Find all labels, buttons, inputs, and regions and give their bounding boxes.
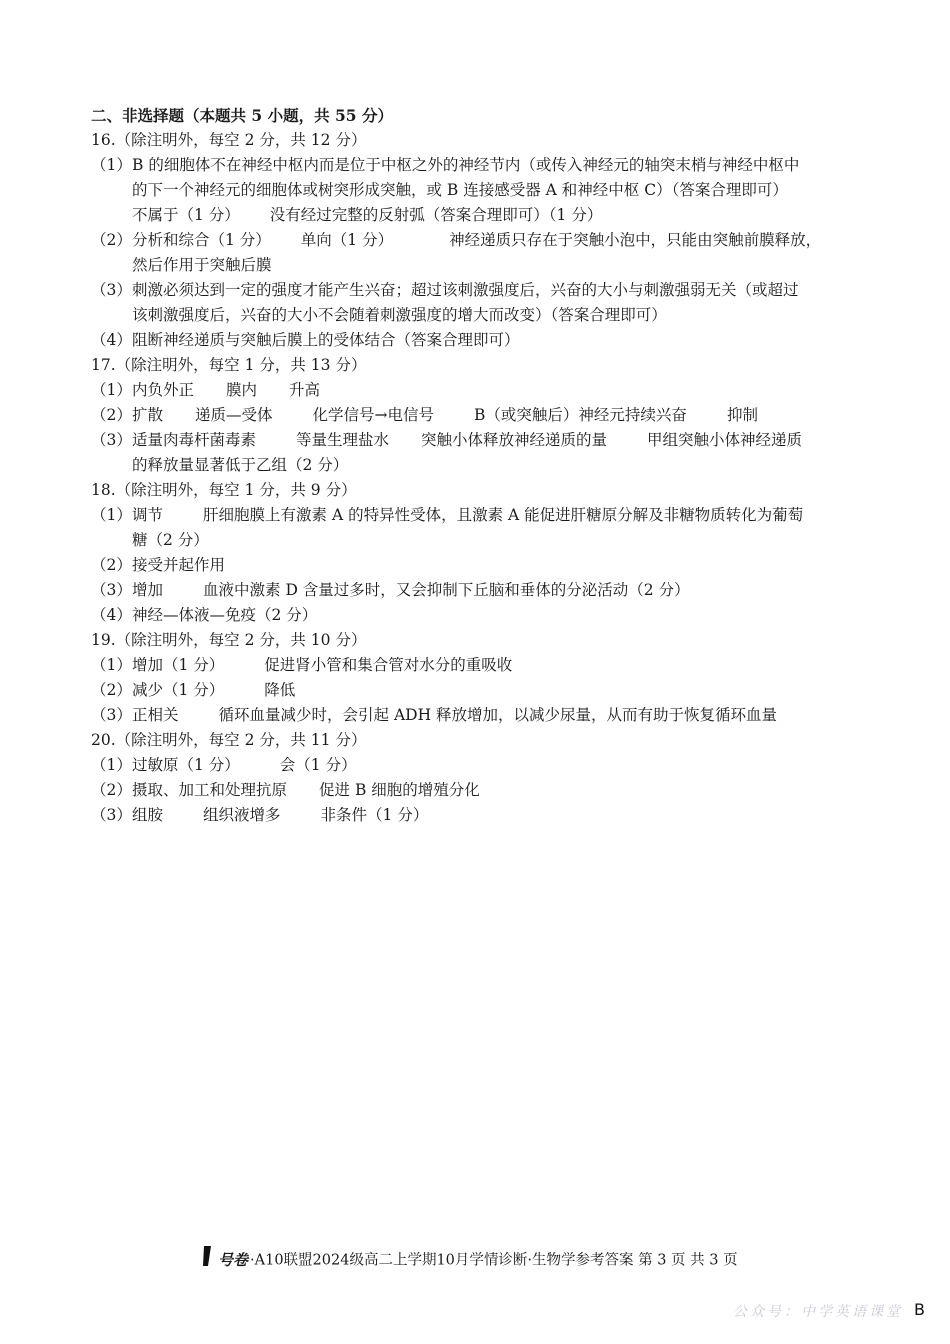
q16-p3-line1 (91, 278, 871, 303)
q19-p2-label: （2） (91, 681, 132, 699)
q19-p2-answer-2: 降低 (264, 681, 296, 699)
q16-p1-answer-3: 没有经过完整的反射弧（答案合理即可）（1 分） (269, 206, 603, 224)
q16-p1-line1 (91, 153, 871, 178)
q17-p3-line2: 的释放量显著低于乙组（2 分） (132, 456, 349, 474)
q18-p3-answer-1: 增加 (132, 581, 164, 599)
q20-p3-answer-1: 组胺 (132, 806, 164, 824)
q17-p3-answer-1: 适量肉毒杆菌毒素 (132, 431, 257, 449)
q19-p3-label: （3） (91, 706, 132, 724)
q20-p3-line (91, 803, 871, 828)
q17-p2-line (91, 403, 871, 428)
q16-p2-line1 (91, 228, 871, 253)
q19-p3-line (91, 703, 871, 728)
q17-p2-answer-1: 扩散 (132, 406, 164, 424)
q19-p1-label: （1） (91, 656, 132, 674)
q17-p1-answer-3: 升高 (289, 381, 321, 399)
q20-p2-label: （2） (91, 781, 132, 799)
watermark: 公众号：中学英语课堂 (733, 1304, 903, 1320)
q18-p1-answer-2: 肝细胞膜上有激素 A 的特异性受体，且激素 A 能促进肝糖原分解及非糖物质转化为葡萄 (203, 506, 804, 524)
q20-p3-label: （3） (91, 806, 132, 824)
q17-p2-answer-3: 化学信号→电信号 (312, 406, 435, 424)
q20-p1-line (91, 753, 871, 778)
q16-p2-answer-1: 分析和综合（1 分） (132, 231, 271, 249)
q17-p3-line1 (91, 428, 871, 453)
q20-p2-answer-1: 摄取、加工和处理抗原 (132, 781, 288, 799)
q19-p2-answer-1: 减少（1 分） (132, 681, 225, 699)
q20-p3-answer-2: 组织液增多 (203, 806, 281, 824)
q19-p1-answer-1: 增加（1 分） (132, 656, 225, 674)
q18-header: 18.（除注明外，每空 1 分，共 9 分） (91, 481, 357, 499)
page-footer (200, 1245, 760, 1271)
q17-p1-answer-1: 内负外正 (132, 381, 195, 399)
q17-p2-answer-4: B（或突触后）神经元持续兴奋 (474, 406, 687, 424)
q17-p2-answer-2: 递质—受体 (195, 406, 273, 424)
q18-p4-line (91, 603, 871, 628)
q17-p3-answer-2: 等量生理盐水 (296, 431, 390, 449)
q16-header: 16.（除注明外，每空 2 分，共 12 分） (91, 131, 367, 149)
q16-p1-line3 (91, 203, 871, 228)
footer-text: ·A10联盟2024级高二上学期10月学情诊断·生物学参考答案 第 3 页 共 3 页 (250, 1252, 738, 1269)
q18-p2-line (91, 553, 871, 578)
q16-p2-answer-2: 单向（1 分） (300, 231, 394, 249)
q16-p2-label: （2） (91, 231, 132, 249)
q18-p3-answer-2: 血液中激素 D 含量过多时，又会抑制下丘脑和垂体的分泌活动（2 分） (203, 581, 690, 599)
q18-p2-label: （2） (91, 556, 132, 574)
q19-p1-line (91, 653, 871, 678)
brand-logo-text: 号卷 (218, 1250, 249, 1269)
q16-p4-line (91, 328, 871, 353)
q19-p2-line (91, 678, 871, 703)
q17-header: 17.（除注明外，每空 1 分，共 13 分） (91, 356, 367, 374)
q16-p4-text: 阻断神经递质与突触后膜上的受体结合（答案合理即可） (132, 331, 520, 349)
q16-p3-label: （3） (91, 281, 132, 299)
q20-p1-answer-1: 过敏原（1 分） (132, 756, 240, 774)
q20-p3-answer-3: 非条件（1 分） (320, 806, 429, 824)
q19-p1-answer-2: 促进肾小管和集合管对水分的重吸收 (264, 656, 513, 674)
q18-p1-label: （1） (91, 506, 132, 524)
answer-content (91, 103, 871, 828)
q16-p2-answer-3: 神经递质只存在于突触小泡中，只能由突触前膜释放， (449, 231, 822, 249)
q18-p3-line (91, 578, 871, 603)
q18-p3-label: （3） (91, 581, 132, 599)
q19-p3-answer-2: 循环血量减少时，会引起 ADH 释放增加，以减少尿量，从而有助于恢复循环血量 (218, 706, 778, 724)
q18-p4-label: （4） (91, 606, 132, 624)
q16-p4-label: （4） (91, 331, 132, 349)
q18-p1-line1 (91, 503, 871, 528)
q20-p2-answer-2: 促进 B 细胞的增殖分化 (319, 781, 480, 799)
q17-p1-answer-2: 膜内 (226, 381, 258, 399)
q18-p1-answer-1: 调节 (132, 506, 164, 524)
corner-mark: B (914, 1300, 925, 1319)
q20-p1-label: （1） (91, 756, 132, 774)
section-title: 二、非选择题（本题共 5 小题，共 55 分） (91, 106, 393, 125)
q17-p3-answer-3: 突触小体释放神经递质的量 (421, 431, 608, 449)
q16-p3-text-1: 刺激必须达到一定的强度才能产生兴奋；超过该刺激强度后，兴奋的大小与刺激强弱无关（或超过 (132, 281, 799, 299)
q16-p1-label: （1） (91, 156, 132, 174)
q18-p1-line2: 糖（2 分） (132, 531, 209, 549)
q16-p2-line2: 然后作用于突触后膜 (132, 256, 272, 274)
q17-p1-label: （1） (91, 381, 132, 399)
q17-p3-answer-4: 甲组突触小体神经递质 (647, 431, 803, 449)
q16-p1-line2: 的下一个神经元的细胞体或树突形成突触，或 B 连接感受器 A 和神经中枢 C）（答案合理即可） (132, 181, 788, 199)
brand-logo-icon (200, 1245, 214, 1276)
q17-p1-line (91, 378, 871, 403)
q17-p2-answer-5: 抑制 (726, 406, 758, 424)
q16-p3-line2: 该刺激强度后，兴奋的大小不会随着刺激强度的增大而改变）（答案合理即可） (132, 306, 667, 324)
q19-header: 19.（除注明外，每空 2 分，共 10 分） (91, 631, 367, 649)
q17-p2-label: （2） (91, 406, 132, 424)
q17-p3-label: （3） (91, 431, 132, 449)
q19-p3-answer-1: 正相关 (132, 706, 179, 724)
q20-p1-answer-2: 会（1 分） (279, 756, 357, 774)
q20-header: 20.（除注明外，每空 2 分，共 11 分） (91, 731, 367, 749)
q16-p1-answer-2: 不属于（1 分） (132, 206, 240, 224)
q20-p2-line (91, 778, 871, 803)
q18-p2-answer-1: 接受并起作用 (132, 556, 226, 574)
q18-p4-answer-1: 神经—体液—免疫（2 分） (132, 606, 318, 624)
q16-p1-text-1: B 的细胞体不在神经中枢内而是位于中枢之外的神经节内（或传入神经元的轴突末梢与神经中枢中 (132, 156, 800, 174)
